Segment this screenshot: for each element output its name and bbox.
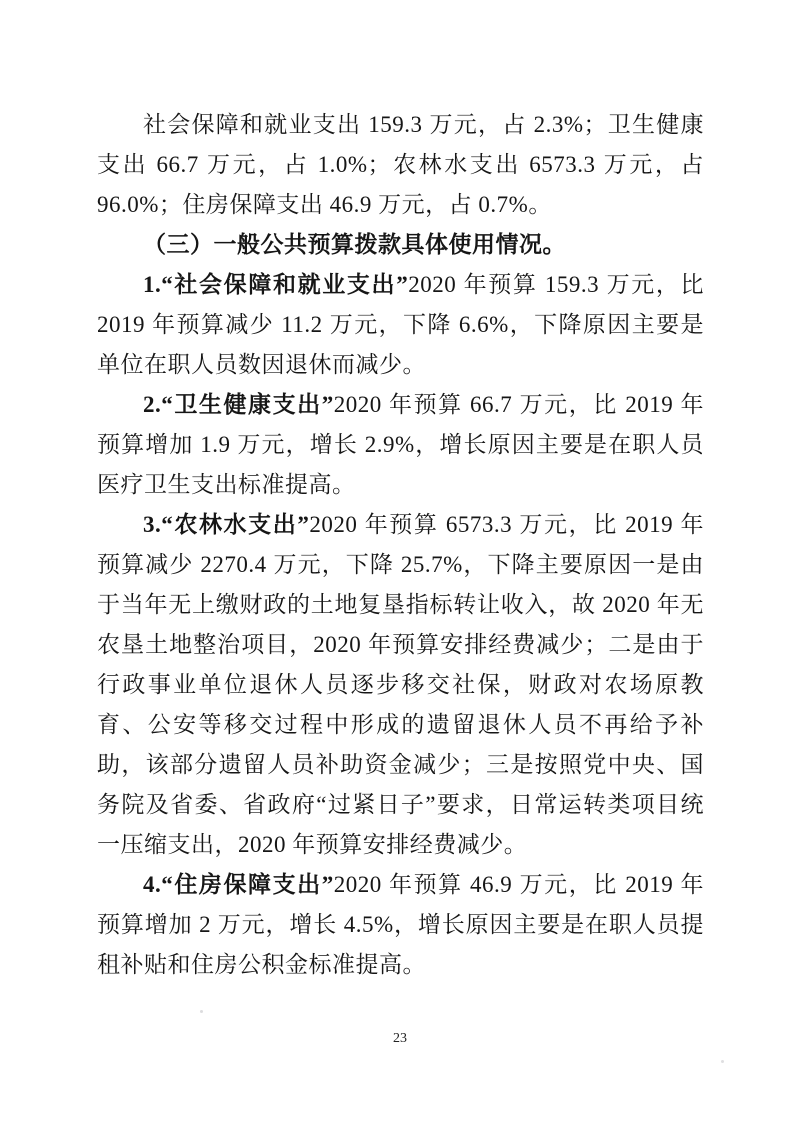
scan-noise-speck bbox=[200, 1010, 203, 1013]
numbered-paragraph: 3.“农林水支出”2020 年预算 6573.3 万元，比 2019 年预算减少 2270.4 万元，下降 25.7%，下降主要原因一是由于当年无上缴财政的土地复垦指标转让收入，故 2020 年无农垦土地整治项目，2020 年预算安排经费减少；二是由于行政事业单位退休人员逐步移交社保，财政对农场原教育、公安等移交过程中形成的遗留退休人员不再给予补助，该部分遗留人员补助资金减少；三是按照党中央、国务院及省委、省政府“过紧日子”要求，日常运转类项目统一压缩支出，2020 年预算安排经费减少。 bbox=[97, 512, 705, 857]
item-lead: 4.“住房保障支出” bbox=[143, 872, 334, 897]
numbered-paragraph: 1.“社会保障和就业支出”2020 年预算 159.3 万元，比 2019 年预算减少 11.2 万元，下降 6.6%，下降原因主要是单位在职人员数因退休而减少。 bbox=[97, 272, 705, 377]
document-body bbox=[97, 105, 704, 985]
item-lead: 2.“卫生健康支出” bbox=[143, 392, 334, 417]
body-paragraph: 社会保障和就业支出 159.3 万元，占 2.3%；卫生健康支出 66.7 万元，占 1.0%；农林水支出 6573.3 万元，占 96.0%；住房保障支出 46.9 万元，占 0.7%。 bbox=[97, 112, 704, 217]
numbered-paragraph: 4.“住房保障支出”2020 年预算 46.9 万元，比 2019 年预算增加 2 万元，增长 4.5%，增长原因主要是在职人员提租补贴和住房公积金标准提高。 bbox=[97, 872, 705, 977]
numbered-paragraph: 2.“卫生健康支出”2020 年预算 66.7 万元，比 2019 年预算增加 1.9 万元，增长 2.9%，增长原因主要是在职人员医疗卫生支出标准提高。 bbox=[97, 392, 705, 497]
item-lead: 1.“社会保障和就业支出” bbox=[143, 272, 409, 297]
section-heading: （三）一般公共预算拨款具体使用情况。 bbox=[143, 232, 566, 257]
item-lead: 3.“农林水支出” bbox=[143, 512, 310, 537]
page-number: 23 bbox=[393, 1031, 407, 1046]
scan-noise-speck bbox=[721, 1060, 724, 1063]
